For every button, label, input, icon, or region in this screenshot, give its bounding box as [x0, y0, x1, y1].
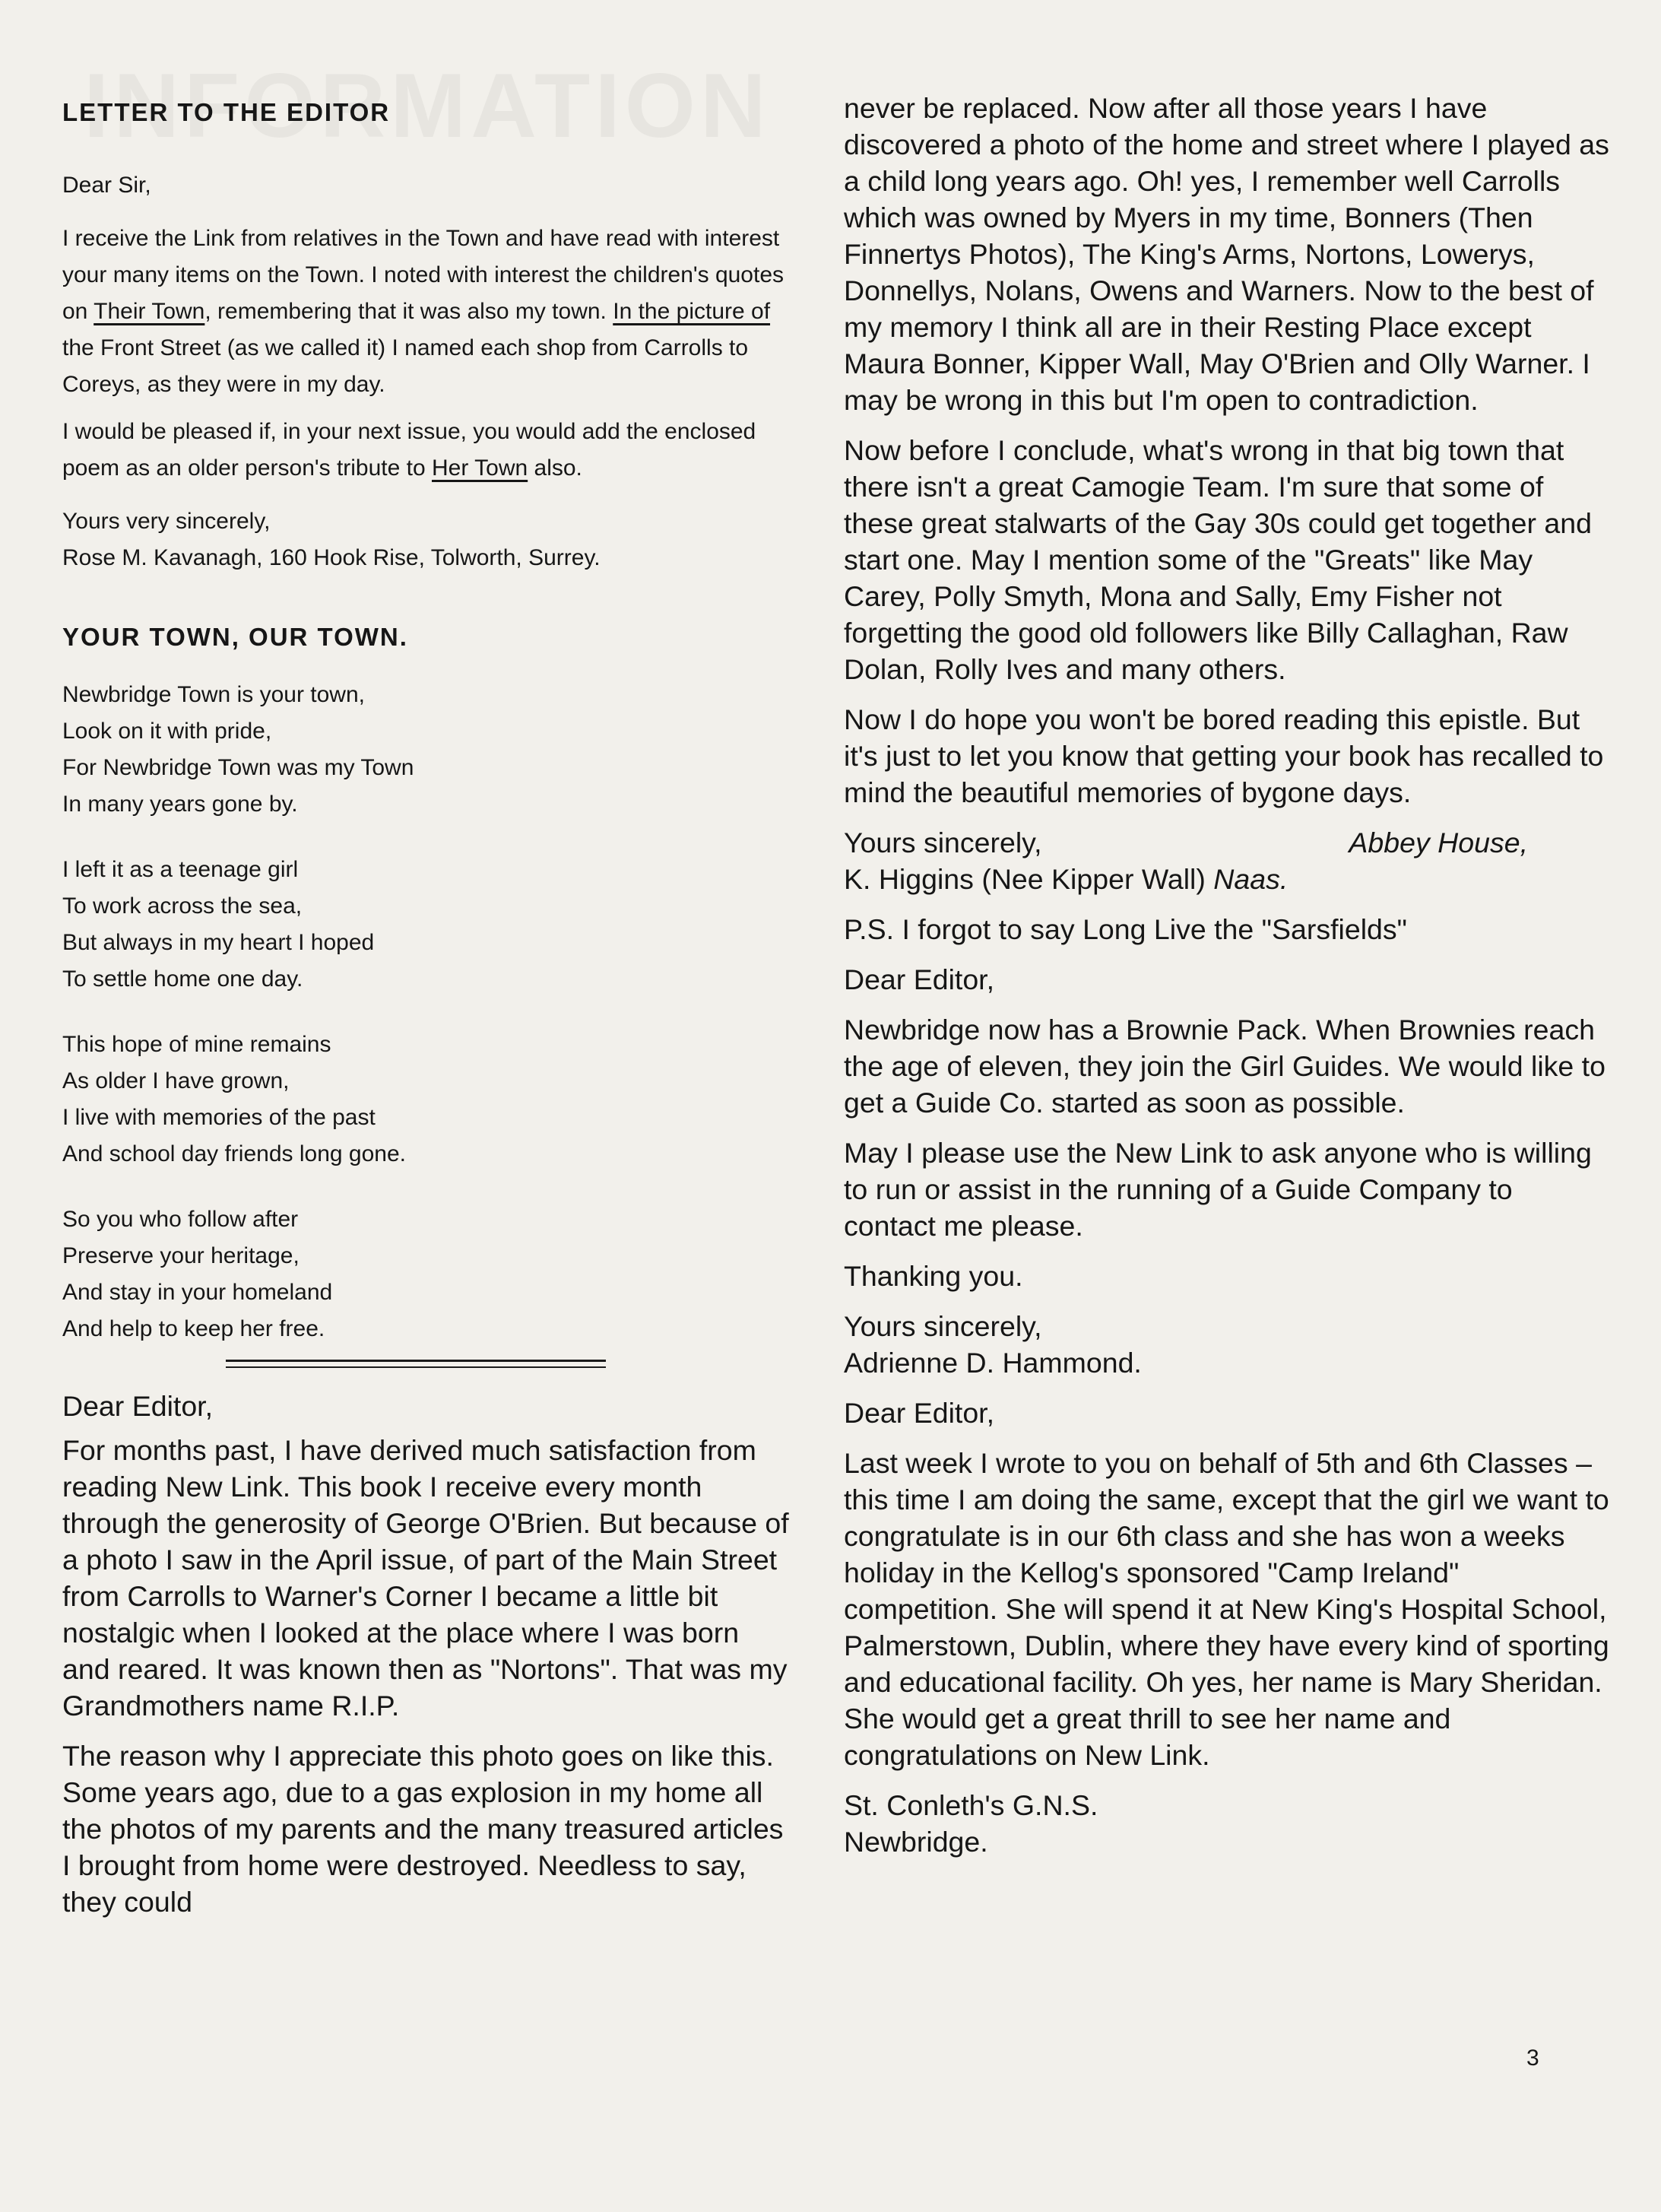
- page-number: 3: [1526, 2045, 1539, 2071]
- poem-stanza: [62, 1027, 792, 1173]
- letter2-paragraph-4: Now I do hope you won't be bored reading this epistle. But it's just to let you know that getting your book has recalled to mind the beautiful memories of bygone days.: [844, 703, 1604, 808]
- letter2-salutation: Dear Editor,: [62, 1390, 214, 1422]
- letter-salutation: Dear Sir,: [62, 173, 151, 198]
- letter-closing: Yours very sincerely,: [62, 509, 271, 534]
- poem: [62, 622, 792, 1347]
- letter-heading: LETTER TO THE EDITOR: [62, 98, 391, 126]
- letter-paragraph-1: I receive the Link from relatives in the Town and have read with interest your many items on the Town. I noted with interest the children's quotes on Their Town, remembering that it was also my town. In the picture of the Front Street (as we called it) I named each shop from Carrolls to Coreys, as they were in my day.: [62, 226, 785, 397]
- poem-line: To settle home one day.: [62, 966, 303, 992]
- poem-line: And stay in your homeland: [62, 1280, 333, 1305]
- letter4-paragraph-1: Last week I wrote to you on behalf of 5th and 6th Classes – this time I am doing the same, except that the girl we want to congratulate is in our 6th class and she has won a weeks holiday in the Kellog's sponsored "Camp Ireland" competition. She will spend it at New King's Hospital School, Palmerstown, Dublin, where they have every kind of sporting and educational facility. Oh yes, her name is Mary Sheridan. She would get a great thrill to see her name and congratulations on New Link.: [844, 1447, 1609, 1771]
- poem-stanza: [62, 677, 792, 823]
- poem-line: As older I have grown,: [62, 1068, 290, 1093]
- letter3-paragraph-2: May I please use the New Link to ask anyone who is willing to run or assist in the running of a Guide Company to contact me please.: [844, 1137, 1592, 1242]
- letter2-paragraph-3: Now before I conclude, what's wrong in that big town that there isn't a great Camogie Team. I'm sure that some of these great stalwarts of the Gay 30s could get together and start one. May I mention some of the "Greats" like May Carey, Polly Smyth, Mona and Sally, Emy Fisher not forgetting the good old followers like Billy Callaghan, Raw Dolan, Rolly Ives and many others.: [844, 434, 1592, 685]
- letter3-closing: Yours sincerely,: [844, 1310, 1042, 1342]
- letter-signature: Rose M. Kavanagh, 160 Hook Rise, Tolworth, Surrey.: [62, 545, 601, 570]
- letter-to-editor: [62, 97, 792, 576]
- letter3-salutation: Dear Editor,: [844, 963, 995, 995]
- left-column: [62, 97, 792, 1920]
- underlined-picture-phrase: In the picture of: [613, 299, 771, 324]
- poem-line: Preserve your heritage,: [62, 1243, 300, 1268]
- poem-title: YOUR TOWN, OUR TOWN.: [62, 623, 408, 651]
- poem-line: Newbridge Town is your town,: [62, 682, 365, 707]
- letter2-paragraph-2-continued: never be replaced. Now after all those years I have discovered a photo of the home and street where I played as a child long years ago. Oh! yes, I remember well Carrolls which was owned by Myers in my time, Bonners (Then Finnertys Photos), The King's Arms, Nortons, Lowerys, Donnellys, Nolans, Owens and Warners. Now to the best of my memory I think all are in their Resting Place except Maura Bonner, Kipper Wall, May O'Brien and Olly Warner. I may be wrong in this but I'm open to contradiction.: [844, 92, 1609, 416]
- divider-rule: [226, 1366, 606, 1368]
- poem-line: And help to keep her free.: [62, 1316, 325, 1341]
- underlined-their-town: Their Town: [94, 299, 205, 324]
- letter2-address-line-1: Abbey House,: [1349, 827, 1528, 858]
- letter2-postscript: P.S. I forgot to say Long Live the "Sarsfields": [844, 913, 1407, 945]
- poem-line: I left it as a teenage girl: [62, 857, 299, 882]
- letter3-signoff: [844, 1308, 1612, 1381]
- poem-line: For Newbridge Town was my Town: [62, 755, 414, 780]
- letter2-closing: Yours sincerely,: [844, 827, 1042, 858]
- letter2-paragraph-1: For months past, I have derived much satisfaction from reading New Link. This book I receive every month through the generosity of George O'Brien. But because of a photo I saw in the April issue, of part of the Main Street from Carrolls to Warner's Corner I became a little bit nostalgic when I looked at the place where I was born and reared. It was known then as "Nortons". That was my Grandmothers name R.I.P.: [62, 1434, 789, 1722]
- letter-paragraph-2: I would be pleased if, in your next issue, you would add the enclosed poem as an older person's tribute to Her Town also.: [62, 419, 756, 481]
- letter-two-start: [62, 1388, 792, 1920]
- letter4-school: St. Conleth's G.N.S.: [844, 1789, 1098, 1821]
- poem-line: And school day friends long gone.: [62, 1141, 406, 1166]
- letter3-paragraph-1: Newbridge now has a Brownie Pack. When Brownies reach the age of eleven, they join the Girl Guides. We would like to get a Guide Co. started as soon as possible.: [844, 1014, 1606, 1119]
- letter2-address-line-2: Naas.: [1213, 863, 1289, 895]
- underlined-her-town: Her Town: [432, 455, 528, 481]
- poem-line: In many years gone by.: [62, 792, 298, 817]
- letter4-signoff: [844, 1787, 1612, 1860]
- letter2-paragraph-2: The reason why I appreciate this photo goes on like this. Some years ago, due to a gas explosion in my home all the photos of my parents and the many treasured articles I brought from home were destroyed. Needless to say, they could: [62, 1740, 784, 1918]
- poem-line: Look on it with pride,: [62, 719, 272, 744]
- letter4-town: Newbridge.: [844, 1826, 988, 1858]
- poem-stanza: [62, 1201, 792, 1347]
- letter3-thanks: Thanking you.: [844, 1260, 1023, 1292]
- letter2-signoff: [844, 824, 1612, 897]
- letter2-signature: K. Higgins (Nee Kipper Wall): [844, 863, 1206, 895]
- poem-line: So you who follow after: [62, 1207, 299, 1232]
- poem-line: But always in my heart I hoped: [62, 930, 375, 955]
- divider-rule: [226, 1360, 606, 1362]
- right-column: [844, 90, 1612, 1860]
- letter3-signature: Adrienne D. Hammond.: [844, 1347, 1142, 1379]
- poem-line: To work across the sea,: [62, 893, 303, 919]
- poem-line: I live with memories of the past: [62, 1105, 376, 1130]
- poem-line: This hope of mine remains: [62, 1032, 331, 1057]
- letter4-salutation: Dear Editor,: [844, 1397, 995, 1429]
- poem-stanza: [62, 852, 792, 998]
